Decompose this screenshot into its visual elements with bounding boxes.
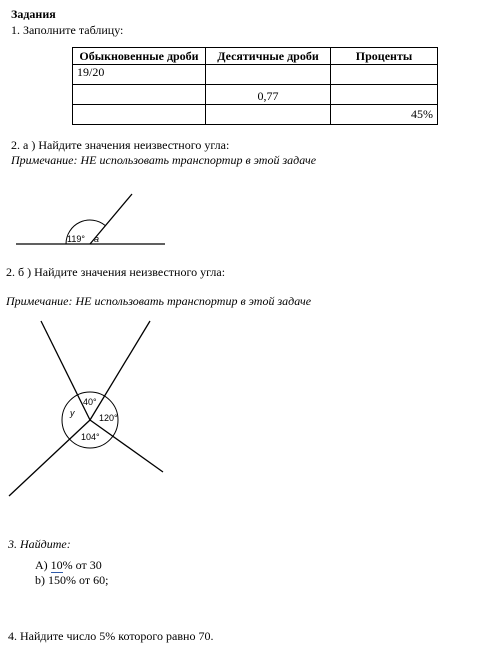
table-cell[interactable]: 19/20 — [73, 65, 206, 85]
task2b-note: Примечание: НЕ использовать транспортир в этой задаче — [6, 294, 312, 308]
table-row — [73, 85, 438, 105]
table-cell[interactable] — [206, 65, 331, 85]
header-percents: Проценты — [331, 48, 438, 65]
table-cell[interactable] — [73, 85, 206, 105]
table-cell[interactable] — [331, 85, 438, 105]
angle-diagram-a — [0, 185, 180, 255]
angle-a-label: a — [94, 234, 100, 244]
task3-item-a-prefix: A) — [35, 558, 48, 572]
table-row — [73, 65, 438, 85]
page-heading: Задания — [11, 7, 56, 21]
table-cell[interactable]: 0,77 — [206, 85, 331, 105]
angle-y-label: y — [70, 408, 75, 418]
angle-120-label: 120° — [99, 413, 118, 423]
task3-item-b: b) 150% от 60; — [35, 573, 109, 587]
task3-item-a — [35, 558, 102, 573]
angle-40-label: 40° — [83, 397, 97, 407]
table-cell[interactable] — [206, 105, 331, 125]
table-cell[interactable] — [73, 105, 206, 125]
task3-item-a-rest: % от 30 — [62, 558, 102, 572]
angle-diagram-b — [0, 315, 170, 500]
fractions-table — [72, 47, 438, 125]
angle-119-label: 119° — [67, 234, 85, 244]
task2b-title: 2. б ) Найдите значения неизвестного угла: — [6, 265, 226, 279]
header-common-fractions: Обыкновенные дроби — [73, 48, 206, 65]
task4-title: 4. Найдите число 5% которого равно 70. — [8, 629, 214, 643]
task2a-title: 2. а ) Найдите значения неизвестного угла: — [11, 138, 230, 152]
task2a-note: Примечание: НЕ использовать транспортир в этой задаче — [11, 153, 317, 167]
table-row — [73, 105, 438, 125]
table-cell[interactable] — [331, 65, 438, 85]
task3-title: 3. Найдите: — [8, 537, 71, 551]
table-header-row — [73, 48, 438, 65]
task1-title: 1. Заполните таблицу: — [11, 23, 124, 37]
angle-104-label: 104° — [81, 432, 100, 442]
header-decimal-fractions: Десятичные дроби — [206, 48, 331, 65]
table-cell[interactable]: 45% — [331, 105, 438, 125]
task3-item-a-value: 10 — [50, 558, 63, 572]
